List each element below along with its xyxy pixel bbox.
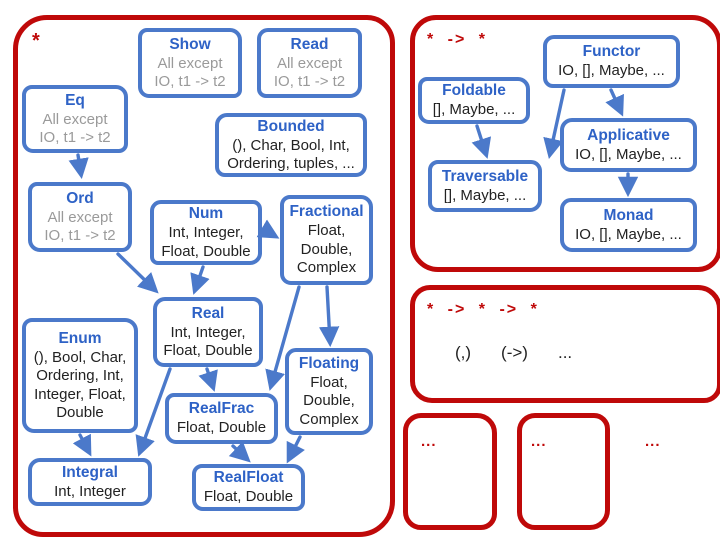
typeclass-title-num: Num (188, 205, 224, 222)
instance-line: Float, (307, 222, 346, 240)
typeclass-instances-traversable (434, 187, 536, 206)
typeclass-box-num (150, 200, 262, 265)
typeclass-title-realfrac: RealFrac (188, 400, 255, 418)
typeclass-instances-num (156, 224, 256, 261)
typeclass-box-show (138, 28, 242, 98)
instance-line: IO, [], Maybe, ... (558, 62, 665, 80)
typeclass-instances-functor (549, 62, 674, 81)
typeclass-box-realfrac (165, 393, 278, 444)
typeclass-title-applicative: Applicative (587, 126, 670, 144)
typeclass-box-real (153, 297, 263, 367)
instance-line: Ordering, Int, (36, 367, 124, 384)
instance-line: Integer, Float, (34, 385, 126, 403)
function-constructor: (->) (501, 343, 528, 362)
extra-kind-outside-label: ... (645, 433, 661, 450)
instance-line: Complex (299, 410, 359, 428)
instance-line: All except (276, 54, 343, 72)
typeclass-box-integral (28, 458, 152, 506)
instance-line: Int, Integer, (170, 323, 246, 341)
instance-line: All except (47, 208, 113, 226)
instance-line: Float, (310, 373, 348, 391)
extra-kind-box-1-label: ... (421, 433, 437, 450)
typeclass-title-floating: Floating (298, 354, 360, 372)
instance-line: Float, Double (203, 488, 294, 506)
typeclass-title-bounded: Bounded (257, 117, 325, 135)
instance-line: (), Char, Bool, Int, (232, 136, 350, 154)
typeclass-box-applicative (560, 118, 697, 172)
typeclass-title-foldable: Foldable (442, 82, 506, 100)
typeclass-title-functor: Functor (582, 43, 641, 61)
typeclass-title-read: Read (290, 35, 329, 53)
instance-line: Double, (300, 240, 353, 258)
typeclass-instances-realfloat (198, 488, 299, 507)
typeclass-box-traversable (428, 160, 542, 212)
typeclass-title-eq: Eq (65, 91, 85, 109)
instance-line: Complex (296, 259, 357, 277)
instance-line: Double, (303, 392, 355, 410)
typeclass-box-monad (560, 198, 697, 252)
typeclass-instances-enum (28, 349, 132, 423)
instance-line: [], Maybe, ... (443, 186, 527, 204)
typeclass-title-ord: Ord (66, 189, 94, 207)
kind-star-star-star-label: * -> * -> * (427, 301, 539, 318)
extra-kind-box-1 (403, 413, 497, 530)
typeclass-instances-fractional (286, 222, 367, 278)
instance-line: IO, t1 -> t2 (39, 129, 111, 146)
instance-line: [], Maybe, ... (432, 101, 516, 119)
typeclass-instances-applicative (566, 146, 691, 165)
typeclass-instances-integral (34, 483, 146, 502)
typeclass-box-ord (28, 182, 132, 252)
typeclass-box-read (257, 28, 362, 98)
typeclass-instances-ord (34, 209, 126, 246)
typeclass-title-integral: Integral (62, 463, 118, 481)
typeclass-instances-eq (28, 111, 122, 148)
typeclass-box-realfloat (192, 464, 305, 511)
typeclass-title-fractional: Fractional (289, 203, 364, 221)
instance-line: Int, Integer (54, 482, 126, 500)
tuple-function-instances (455, 343, 572, 363)
typeclass-box-enum (22, 318, 138, 433)
instance-line: Float, Double (163, 342, 253, 359)
typeclass-title-monad: Monad (603, 206, 654, 224)
typeclass-title-show: Show (169, 35, 211, 53)
more-constructors: ... (557, 343, 573, 362)
instance-line: IO, [], Maybe, ... (575, 145, 682, 163)
instance-line: IO, t1 -> t2 (154, 73, 226, 90)
typeclass-instances-foldable (424, 101, 524, 120)
typeclass-title-realfloat: RealFloat (213, 469, 284, 487)
extra-kind-box-2 (517, 413, 610, 530)
instance-line: All except (42, 110, 108, 128)
typeclass-instances-monad (566, 226, 691, 245)
typeclass-instances-real (159, 324, 257, 361)
typeclass-box-foldable (418, 77, 530, 124)
typeclass-box-fractional (280, 195, 373, 285)
typeclass-title-enum: Enum (58, 329, 102, 347)
typeclass-instances-realfrac (171, 419, 272, 438)
tuple-constructor: (,) (455, 343, 472, 362)
instance-line: IO, [], Maybe, ... (575, 225, 682, 243)
kind-star-to-star-label: * -> * (427, 31, 488, 48)
kind-star-label: * (32, 30, 42, 52)
instance-line: Double (56, 404, 104, 421)
instance-line: IO, t1 -> t2 (273, 73, 346, 90)
typeclass-box-eq (22, 85, 128, 153)
instance-line: IO, t1 -> t2 (44, 227, 116, 244)
instance-line: Int, Integer, (168, 224, 244, 241)
extra-kind-box-2-label: ... (531, 433, 547, 450)
typeclass-box-functor (543, 35, 680, 88)
typeclass-box-bounded (215, 113, 367, 177)
typeclass-box-floating (285, 348, 373, 435)
instance-line: Float, Double (161, 242, 251, 260)
typeclass-title-traversable: Traversable (441, 167, 529, 185)
typeclass-instances-read (263, 55, 356, 92)
instance-line: Ordering, tuples, ... (227, 155, 355, 172)
instance-line: Float, Double (176, 419, 267, 437)
typeclass-title-real: Real (191, 304, 225, 322)
typeclass-instances-floating (291, 374, 367, 430)
instance-line: (), Bool, Char, (33, 348, 127, 366)
typeclass-instances-bounded (221, 137, 361, 174)
typeclass-instances-show (144, 55, 236, 92)
instance-line: All except (157, 54, 223, 72)
